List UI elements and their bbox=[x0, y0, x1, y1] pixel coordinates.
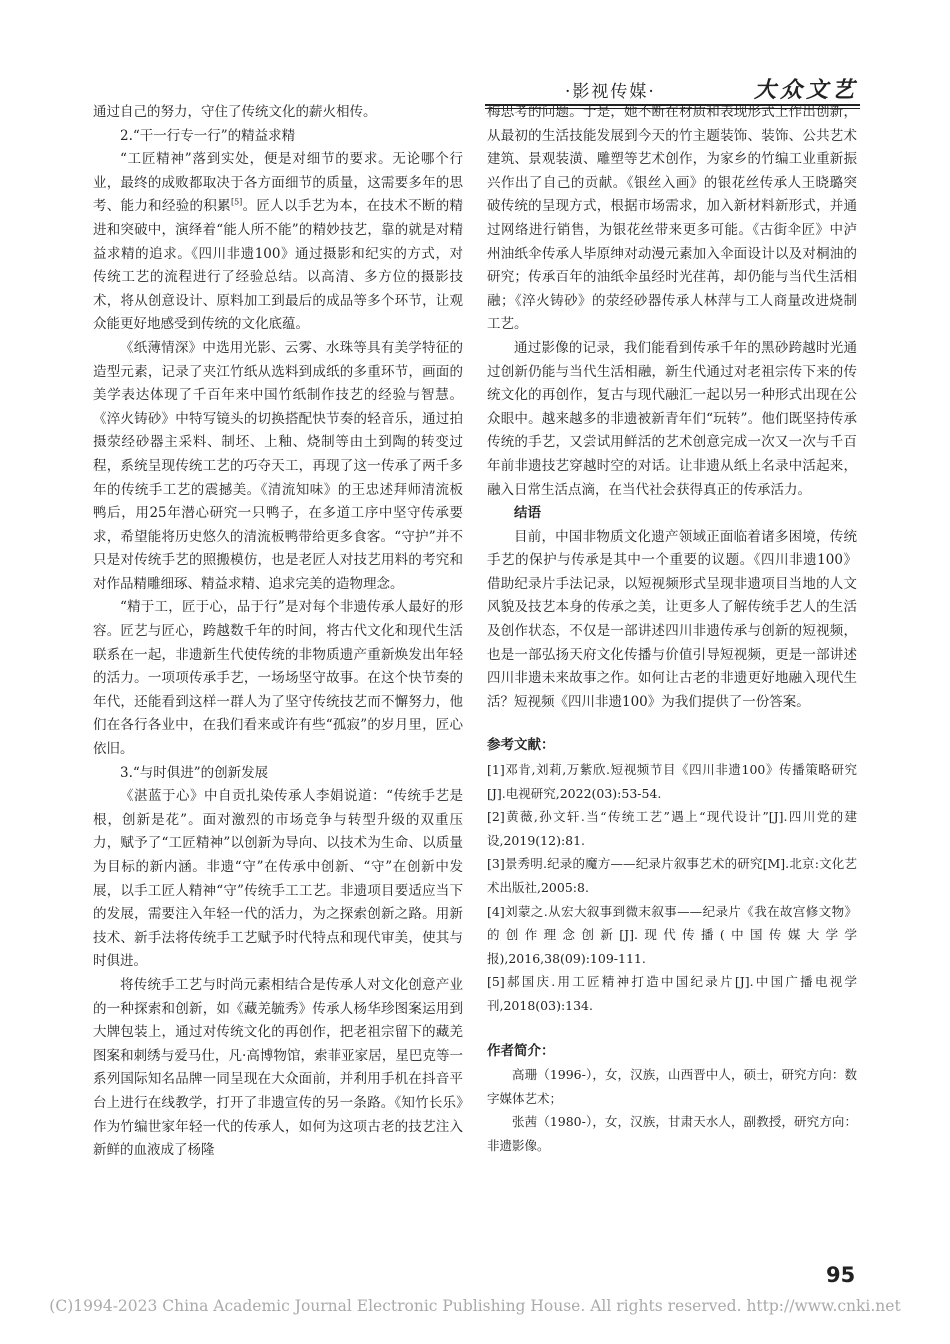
magazine-title: 大众文艺 bbox=[753, 77, 858, 103]
reference-item: [4]刘蒙之.从宏大叙事到微末叙事——纪录片《我在故宫修文物》的创作理念创新[J].现代传播(中国传媒大学学报),2016,38(09):109-111. bbox=[487, 903, 857, 966]
section-label: ·影视传媒· bbox=[565, 82, 656, 102]
section-heading-2: 2.“干一行专一行”的精益求精 bbox=[120, 127, 296, 144]
paragraph bbox=[93, 148, 463, 337]
section-heading-3: 3.“与时俱进”的创新发展 bbox=[120, 764, 269, 781]
paragraph-text: 。匠人以手艺为本，在技术不断的精进和突破中，演绎着“能人所不能”的精妙技艺，靠的就是对精益求精的追求。《四川非遗100》通过摄影和纪实的方式，对传统工艺的流程进行了经验总结。以高清、多方位的摄影技术，将从创意设计、原料加工到最后的成品等多个环节，让观众能更好地感受到传统的文化底蕴。 bbox=[93, 198, 464, 333]
reference-item: [5]郝国庆.用工匠精神打造中国纪录片[J].中国广播电视学刊,2018(03):134. bbox=[487, 974, 857, 1013]
references-heading: 参考文献： bbox=[487, 737, 555, 754]
right-column bbox=[487, 101, 857, 1158]
paragraph: 《湛蓝于心》中自贡扎染传承人李娟说道：“传统手艺是根，创新是花”。面对激烈的市场竞争与转型升级的双重压力，赋予了“工匠精神”以创新为导向、以技术为生命、以质量为目标的新内涵。非遗“守”在传承中创新、“守”在创新中发展，以手工匠人精神“守”传统手工工艺。非遗项目要适应当下的发展，需要注入年轻一代的活力，为之探索创新之路。用新技术、新手法将传统手工艺赋予时代特点和现代审美，使其与时俱进。 bbox=[93, 788, 463, 970]
paragraph: 通过影像的记录，我们能看到传承千年的黑砂跨越时光通过创新仍能与当代生活相融，新生代通过对老祖宗传下来的传统文化的再创作，复古与现代融汇一起以另一种形式出现在公众眼中。越来越多的非遗被新青年们“玩转”。他们既坚持传承传统的手艺，又尝试用鲜活的艺术创意完成一次又一次与千百年前非遗技艺穿越时空的对话。让非遗从纸上名录中活起来，融入日常生活点滴，在当代社会获得真正的传承活力。 bbox=[487, 339, 857, 498]
paragraph-text: “工匠精神”落到实处，便是对细节的要求。无论哪个行业，最终的成败都取决于各方面细节的质量，这需要多年的思考、能力和经验的积累 bbox=[93, 151, 463, 215]
reference-item: [1]邓肯,刘莉,万紫欣.短视频节目《四川非遗100》传播策略研究[J].电视研究,2022(03):53-54. bbox=[487, 762, 857, 801]
author-bio: 高珊（1996-），女，汉族，山西晋中人，硕士，研究方向：数字媒体艺术； bbox=[487, 1067, 857, 1106]
citation: [5] bbox=[230, 197, 243, 207]
reference-item: [2]黄薇,孙文轩.当“传统工艺”遇上“现代设计”[J].四川党的建设,2019(12):81. bbox=[487, 809, 857, 848]
paragraph: 《纸薄情深》中选用光影、云雾、水珠等具有美学特征的造型元素，记录了夹江竹纸从选料到成纸的多重环节，画面的美学表达体现了千百年来中国竹纸制作技艺的经验与智慧。《淬火铸砂》中特写镜头的切换搭配快节奏的轻音乐，通过拍摄荥经砂器主采料、制坯、上釉、烧制等由土到陶的转变过程，系统呈现传统工艺的巧夺天工，再现了这一传承了两千多年的传统手工艺的震撼美。《清流知味》的王忠述拜师清流板鸭后，用25年潜心研究一只鸭子，在多道工序中坚守传承要求，希望能将历史悠久的清流板鸭带给更多食客。“守护”并不只是对传统手艺的照搬模仿，也是老匠人对技艺用料的考究和对作品精雕细琢、精益求精、追求完美的造物理念。 bbox=[93, 339, 463, 592]
conclusion-heading: 结语 bbox=[514, 505, 541, 522]
paragraph: 将传统手工艺与时尚元素相结合是传承人对文化创意产业的一种探索和创新，如《藏羌毓秀》传承人杨华珍图案运用到大牌包装上，通过对传统文化的再创作，把老祖宗留下的藏羌图案和刺绣与爱马仕，凡·高博物馆，索菲亚家居，星巴克等一系列国际知名品牌一同呈现在大众面前，并利用手机在抖音平台上进行在线教学，打开了非遗宣传的另一条路。《知竹长乐》作为竹编世家年轻一代的传承人，如何为这项古老的技艺注入新鲜的血液成了杨隆 bbox=[93, 976, 463, 1159]
reference-item: [3]景秀明.纪录的魔方——纪录片叙事艺术的研究[M].北京:文化艺术出版社,2005:8. bbox=[487, 856, 857, 895]
author-bio: 张茜（1980-），女，汉族，甘肃天水人，副教授，研究方向：非遗影像。 bbox=[487, 1114, 857, 1153]
paragraph: 通过自己的努力，守住了传统文化的薪火相传。 bbox=[93, 104, 377, 120]
footer-copyright: (C)1994-2023 China Academic Journal Electronic Publishing House. All rights reserved. http://www.cnki.net bbox=[49, 1297, 901, 1315]
page-number: 95 bbox=[826, 1263, 856, 1287]
paragraph: 梅思考的问题。于是，她不断在材质和表现形式上作出创新，从最初的生活技能发展到今天的竹主题装饰、装饰、公共艺术建筑、景观装潢、雕塑等艺术创作，为家乡的竹编工业重新振兴作出了自己的贡献。《银丝入画》的银花丝传承人王晓璐突破传统的呈现方式，根据市场需求，加入新材料新形式，并通过网络进行销售，为银花丝带来更多可能。《古街伞匠》中泸州油纸伞传承人毕原绅对动漫元素加入伞面设计以及对桐油的研究；传承百年的油纸伞虽经时光荏苒，却仍能与当代生活相融；《淬火铸砂》的荥经砂器传承人林萍与工人商量改进烧制工艺。 bbox=[487, 104, 857, 333]
author-heading: 作者简介： bbox=[487, 1042, 555, 1059]
paragraph: 目前，中国非物质文化遗产领域正面临着诸多困境，传统手艺的保护与传承是其中一个重要的议题。《四川非遗100》借助纪录片手法记录，以短视频形式呈现非遗项目当地的人文风貌及技艺本身的传承之美，让更多人了解传统手艺人的生活及创作状态，不仅是一部讲述四川非遗传承与创新的短视频，也是一部弘扬天府文化传播与价值引导短视频，更是一部讲述四川非遗未来故事之作。如何让古老的非遗更好地融入现代生活？短视频《四川非遗100》为我们提供了一份答案。 bbox=[487, 528, 857, 710]
left-column bbox=[93, 101, 463, 1163]
paragraph: “精于工，匠于心，品于行”是对每个非遗传承人最好的形容。匠艺与匠心，跨越数千年的时间，将古代文化和现代生活联系在一起，非遗新生代使传统的非物质遗产重新焕发出年轻的活力。一项项传承手艺，一场场坚守故事。在这个快节奏的年代，还能看到这样一群人为了坚守传统技艺而不懈努力，他们在各行各业中，在我们看来或许有些“孤寂”的岁月里，匠心依旧。 bbox=[93, 599, 463, 758]
page-header bbox=[555, 72, 860, 102]
